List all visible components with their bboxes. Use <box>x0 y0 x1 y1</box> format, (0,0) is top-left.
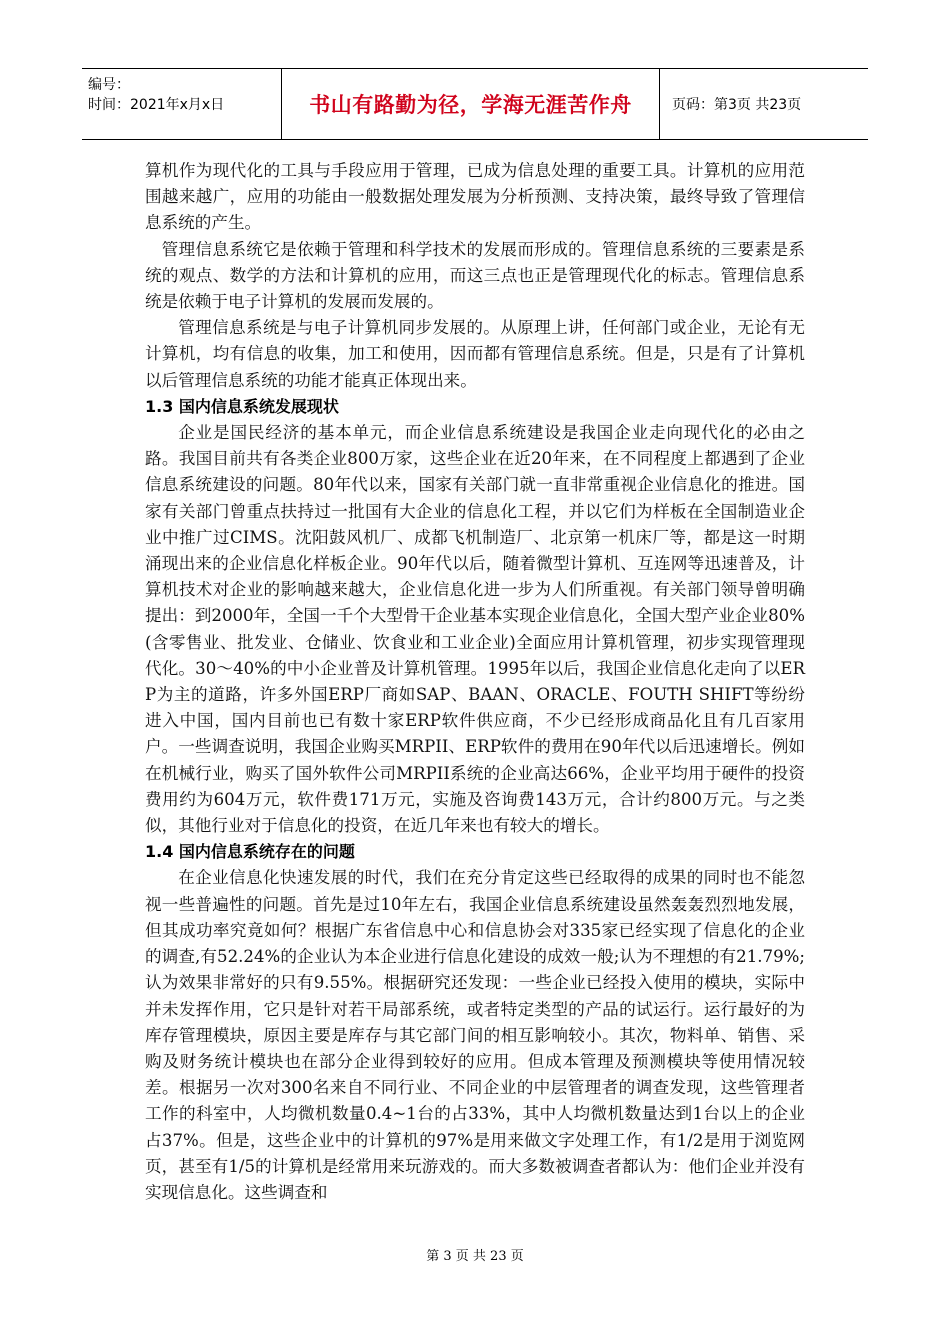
section-heading-1-4: 1.4 国内信息系统存在的问题 <box>145 842 355 862</box>
header-page-info: 页码：第3页 共23页 <box>672 97 802 113</box>
document-time: 时间：2021年x月x日 <box>88 97 225 113</box>
document-body <box>145 158 805 1206</box>
header-meta <box>82 69 282 139</box>
paragraph-1: 算机作为现代化的工具与手段应用于管理，已成为信息处理的重要工具。计算机的应用范围越来越广，应用的功能由一般数据处理发展为分析预测、支持决策，最终导致了管理信息系统的产生。 <box>145 161 805 233</box>
paragraph-5: 在企业信息化快速发展的时代，我们在充分肯定这些已经取得的成果的同时也不能忽视一些普遍性的问题。首先是过10年左右，我国企业信息系统建设虽然轰轰烈烈地发展，但其成功率究竟如何？根据广东省信息中心和信息协会对335家已经实现了信息化的企业的调查,有52.24%的企业认为本企业进行信息化建设的成效一般;认为不理想的有21.79%;认为效果非常好的只有9.55%。根据研究还发现：一些企业已经投入使用的模块，实际中并未发挥作用，它只是针对若干局部系统，或者特定类型的产品的试运行。运行最好的为库存管理模块，原因主要是库存与其它部门间的相互影响较小。其次，物料单、销售、采购及财务统计模块也在部分企业得到较好的应用。但成本管理及预测模块等使用情况较差。根据另一次对300名来自不同行业、不同企业的中层管理者的调查发现，这些管理者工作的科室中，人均微机数量0.4~1台的占33%，其中人均微机数量达到1台以上的企业占37%。但是，这些企业中的计算机的97%是用来做文字处理工作，有1/2是用于浏览网页，甚至有1/5的计算机是经常用来玩游戏的。而大多数被调查者都认为：他们企业并没有实现信息化。这些调查和 <box>145 868 805 1202</box>
page-header <box>82 68 868 140</box>
document-number: 编号： <box>88 77 130 93</box>
header-motto: 书山有路勤为径，学海无涯苦作舟 <box>282 69 660 139</box>
paragraph-4: 企业是国民经济的基本单元，而企业信息系统建设是我国企业走向现代化的必由之路。我国目前共有各类企业800万家，这些企业在近20年来，在不同程度上都遇到了企业信息系统建设的问题。80年代以来，国家有关部门就一直非常重视企业信息化的推进。国家有关部门曾重点扶持过一批国有大企业的信息化工程，并以它们为样板在全国制造业企业中推广过CIMS。沈阳鼓风机厂、成都飞机制造厂、北京第一机床厂等，都是这一时期涌现出来的企业信息化样板企业。90年代以后，随着微型计算机、互连网等迅速普及，计算机技术对企业的影响越来越大，企业信息化进一步为人们所重视。有关部门领导曾明确提出：到2000年，全国一千个大型骨干企业基本实现企业信息化，全国大型产业企业80%(含零售业、批发业、仓储业、饮食业和工业企业)全面应用计算机管理，初步实现管理现代化。30～40%的中小企业普及计算机管理。1995年以后，我国企业信息化走向了以ERP为主的道路，许多外国ERP厂商如SAP、BAAN、ORACLE、FOUTH SHIFT等纷纷进入中国，国内目前也已有数十家ERP软件供应商，不少已经形成商品化且有几百家用户。一些调查说明，我国企业购买MRPII、ERP软件的费用在90年代以后迅速增长。例如在机械行业，购买了国外软件公司MRPII系统的企业高达66%，企业平均用于硬件的投资费用约为604万元，软件费171万元，实施及咨询费143万元，合计约800万元。与之类似，其他行业对于信息化的投资，在近几年来也有较大的增长。 <box>145 423 805 836</box>
page-footer: 第 3 页 共 23 页 <box>426 1249 524 1264</box>
section-heading-1-3: 1.3 国内信息系统发展现状 <box>145 396 339 416</box>
paragraph-3: 管理信息系统是与电子计算机同步发展的。从原理上讲，任何部门或企业，无论有无计算机，均有信息的收集，加工和使用，因而都有管理信息系统。但是，只是有了计算机以后管理信息系统的功能才能真正体现出来。 <box>145 318 805 390</box>
paragraph-2: 管理信息系统它是依赖于管理和科学技术的发展而形成的。管理信息系统的三要素是系统的观点、数学的方法和计算机的应用，而这三点也正是管理现代化的标志。管理信息系统是依赖于电子计算机的发展而发展的。 <box>145 239 805 312</box>
